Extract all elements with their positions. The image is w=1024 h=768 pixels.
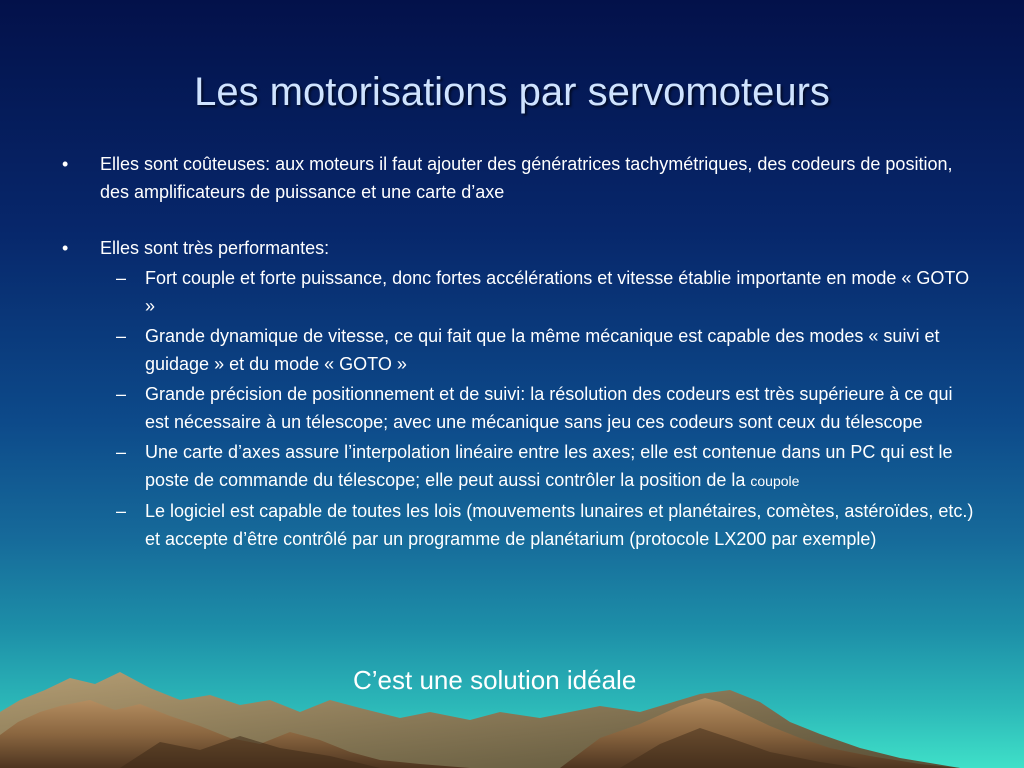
sub-item xyxy=(58,438,978,495)
sub-item-small-text: coupole xyxy=(750,473,800,489)
bullet-marker: • xyxy=(62,238,69,258)
bullet-item xyxy=(58,234,978,262)
dash-marker: – xyxy=(116,384,127,404)
bullet-text: Elles sont très performantes: xyxy=(100,238,330,258)
slide-title: Les motorisations par servomoteurs xyxy=(194,70,830,114)
sub-item-text: Une carte d’axes assure l’interpolation linéaire entre les axes; elle est contenue dans un PC qui est le poste de commande du télescope; elle peut aussi contrôler la position de la xyxy=(145,442,953,490)
sub-item-text: Fort couple et forte puissance, donc fortes accélérations et vitesse établie importante en mode « GOTO » xyxy=(145,268,970,316)
slide-body xyxy=(58,150,978,553)
dash-marker: – xyxy=(116,442,127,462)
sub-item xyxy=(58,380,978,436)
bullet-marker: • xyxy=(62,154,69,174)
bullet-text: Elles sont coûteuses: aux moteurs il faut ajouter des génératrices tachymétriques, des codeurs de position, des amplificateurs de puissance et une carte d’axe xyxy=(100,154,953,202)
dash-marker: – xyxy=(116,268,127,288)
sub-item xyxy=(58,497,978,553)
conclusion-text: C’est une solution idéale xyxy=(353,665,637,695)
sub-item xyxy=(58,264,978,320)
sub-item-text: Le logiciel est capable de toutes les lois (mouvements lunaires et planétaires, comètes, astéroïdes, etc.) et accepte d’être contrôlé par un programme de planétarium (protocole LX200 par exemple) xyxy=(145,501,974,549)
dash-marker: – xyxy=(116,326,127,346)
sub-item xyxy=(58,322,978,378)
sub-item-text: Grande dynamique de vitesse, ce qui fait que la même mécanique est capable des modes « suivi et guidage » et du mode « GOTO » xyxy=(145,326,940,374)
bullet-item xyxy=(58,150,978,206)
dash-marker: – xyxy=(116,501,127,521)
sub-item-text: Grande précision de positionnement et de suivi: la résolution des codeurs est très supérieure à ce qui est nécessaire à un télescope; avec une mécanique sans jeu ces codeurs sont ceux du télescope xyxy=(145,384,953,432)
